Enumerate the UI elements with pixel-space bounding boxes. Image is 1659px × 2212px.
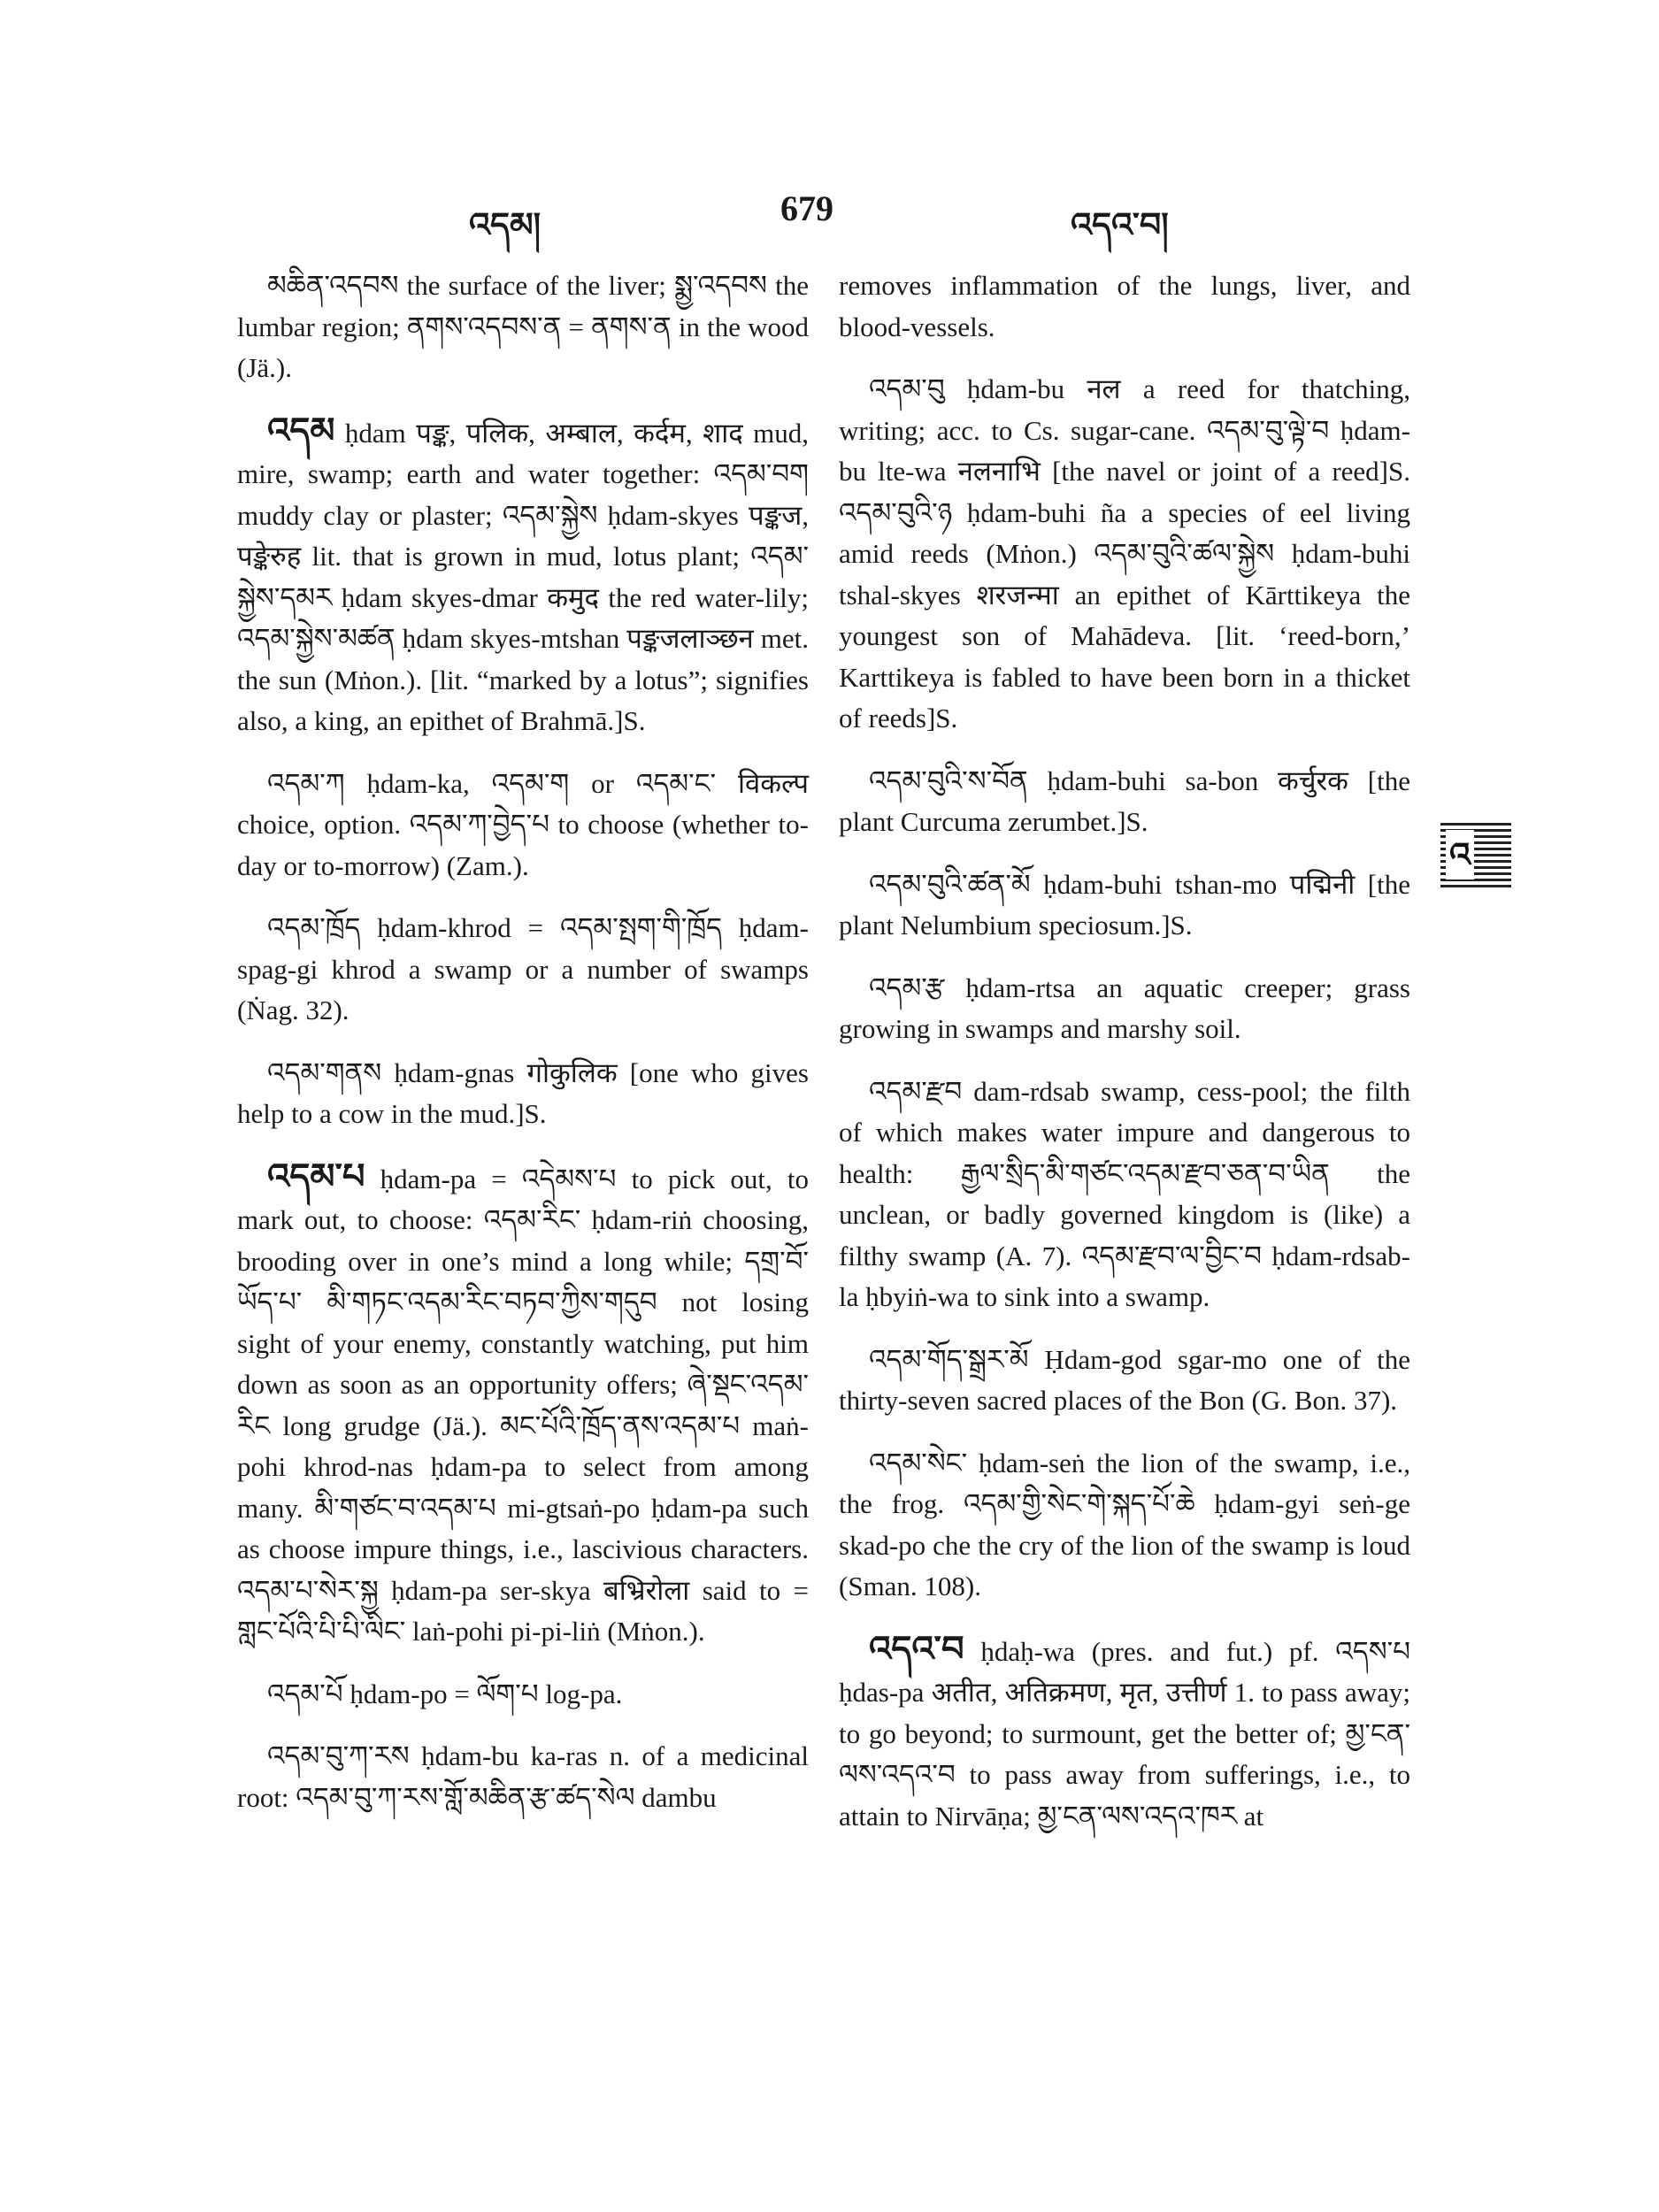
entry-headword: འདའ་བ [869, 1628, 964, 1669]
index-tab-glyph: འ [1446, 830, 1474, 879]
entry-text: འདམ་ཁྲོད ḥdam-khrod = འདམ་སྤག་གི་ཁྲོད ḥdam-spag-gi khrod a swamp or a number of swamps (Ṅag. 32). [237, 912, 809, 1025]
dictionary-entry [237, 764, 809, 887]
index-tab-icon [1440, 823, 1511, 890]
dictionary-entry [839, 864, 1410, 947]
dictionary-entry [839, 265, 1410, 348]
dictionary-entry [839, 761, 1410, 843]
entry-text: འདམ་གནས ḥdam-gnas गोकुलिक [one who gives help to a cow in the mud.]S. [237, 1056, 809, 1129]
page-number: 679 [780, 188, 833, 228]
entry-text: འདམ་བུའི་ཚན་མོ ḥdam-buhi tshan-mo पद्मिनी [the plant Nelumbium speciosum.]S. [839, 868, 1410, 941]
dictionary-entry [839, 968, 1410, 1050]
entry-headword: འདམ་པ [267, 1156, 365, 1196]
entry-text: འདམ་བུ ḥdam-bu नल a reed for thatching, writing; acc. to Cs. sugar-cane. འདམ་བུ་ལྟེ་བ ḥdam-bu lte-wa नलनाभि [the navel or joint of a reed]S. འདམ་བུའི་ཉ ḥdam-buhi ña a species of eel living amid reeds (Mṅon.) འདམ་བུའི་ཚལ་སྐྱེས ḥdam-buhi tshal-skyes शरजन्मा an epithet of Kārttikeya the youngest son of Mahādeva. [lit. ‘reed-born,’ Karttikeya is fabled to have been born in a thicket of reeds]S. [839, 373, 1410, 733]
dictionary-entry [237, 1736, 809, 1818]
entry-text: འདམ་རྫབ dam-rdsab swamp, cess-pool; the filth of which makes water impure and dangerous to health: རྒྱལ་སྲིད་མི་གཙང་འདམ་རྫབ་ཅན་བ་ཡིན the unclean, or badly governed kingdom is (like) a filthy swamp (A. 7). འདམ་རྫབ་ལ་བྱིང་བ ḥdam-rdsab-la ḥbyiṅ-wa to sink into a swamp. [839, 1075, 1410, 1312]
dictionary-entry [237, 1053, 809, 1135]
dictionary-entry [237, 1156, 809, 1653]
dictionary-entry [839, 1443, 1410, 1608]
entry-text: འདམ་བུ་ཀ་རས ḥdam-bu ka-ras n. of a medicinal root: འདམ་བུ་ཀ་རས་གློ་མཆིན་རྩ་ཚད་སེལ dambu [237, 1740, 809, 1813]
right-column [839, 265, 1410, 1858]
entry-text: འདམ་ཀ ḥdam-ka, འདམ་ག or འདམ་ང་ विकल्प choice, option. འདམ་ཀ་བྱེད་པ to choose (whether to-day or to-morrow) (Zam.). [237, 767, 809, 881]
dictionary-entry [237, 908, 809, 1032]
entry-text: ḥdaḥ-wa (pres. and fut.) pf. འདས་པ ḥdas-pa अतीत, अतिक्रमण, मृत, उत्तीर्ण 1. to pass away; to go beyond; to surmount, get the better of; མྱ་ངན་ལས་འདའ་བ to pass away from sufferings, i.e., to attain to Nirvāṇa; མྱ་ངན་ལས་འདའ་ཁར at [839, 1635, 1410, 1832]
entry-text: འདམ་བུའི་ས་བོན ḥdam-buhi sa-bon कर्चुरक [the plant Curcuma zerumbet.]S. [839, 764, 1410, 837]
dictionary-entry [237, 411, 809, 742]
dictionary-entry [839, 369, 1410, 740]
dictionary-entry [839, 1629, 1410, 1838]
entry-text: མཆིན་འདབས the surface of the liver; སྨྱ་འདབས the lumbar region; ནགས་འདབས་ན = ནགས་ན in the wood (Jä.). [237, 270, 809, 383]
dictionary-entry [839, 1071, 1410, 1318]
entry-text: ḥdam पङ्क, पलिक, अम्बाल, कर्दम, शाद mud, mire, swamp; earth and water together: འདམ་བག muddy clay or plaster; འདམ་སྐྱེས ḥdam-skyes पङ्कज, पङ्केरुह lit. that is grown in mud, lotus plant; འདམ་སྐྱེས་དམར ḥdam skyes-dmar कमुद the red water-lily; འདམ་སྐྱེས་མཚན ḥdam skyes-mtshan पङ्कजलाञ्छन met. the sun (Mṅon.). [lit. “marked by a lotus”; signifies also, a king, an epithet of Brahmā.]S. [237, 417, 810, 736]
entry-text: འདམ་རྩ ḥdam-rtsa an aquatic creeper; grass growing in swamps and marshy soil. [839, 972, 1410, 1044]
dictionary-entry [839, 1340, 1410, 1422]
running-head-right: འདའ་བ། [1071, 204, 1169, 244]
left-column [237, 265, 809, 1839]
entry-headword: འདམ [267, 410, 335, 450]
running-head-left: འདམ། [469, 204, 541, 244]
dictionary-entry [237, 1674, 809, 1716]
entry-text: removes inflammation of the lungs, liver, and blood-vessels. [839, 270, 1410, 342]
entry-text: འདམ་པོ ḥdam-po = ལོག་པ log-pa. [267, 1678, 623, 1709]
entry-text: འདམ་སེང་ ḥdam-seṅ the lion of the swamp, i.e., the frog. འདམ་གྱི་སེང་གེ་སྐད་པོ་ཆེ ḥdam-gyi seṅ-ge skad-po che the cry of the lion of the swamp is loud (Sman. 108). [839, 1447, 1410, 1601]
dictionary-entry [237, 265, 809, 389]
entry-text: འདམ་གོད་སྒྲར་མོ Ḥdam-god sgar-mo one of the thirty-seven sacred places of the Bon (G. Bon. 37). [839, 1343, 1410, 1416]
entry-text: ḥdam-pa = འདེམས་པ to pick out, to mark out, to choose: འདམ་རིང་ ḥdam-riṅ choosing, brooding over in one’s mind a long while; དགྲ་བོ་ཡོད་པ་ མི་གཏང་འདམ་རིང་བཏབ་ཀྱིས་གདུབ not losing sight of your enemy, constantly watching, put him down as soon as an opportunity offers; ཞེ་སྡང་འདམ་རིང long grudge (Jä.). མང་པོའི་ཁྲོད་ནས་འདམ་པ maṅ-pohi khrod-nas ḥdam-pa to select from among many. མི་གཙང་བ་འདམ་པ mi-gtsaṅ-po ḥdam-pa such as choose impure things, i.e., lascivious characters. འདམ་པ་སེར་སྐྱ ḥdam-pa ser-skya बभ्रिरोला said to = གླང་པོའི་པི་པི་ལིང་ laṅ-pohi pi-pi-liṅ (Mṅon.). [237, 1163, 809, 1647]
